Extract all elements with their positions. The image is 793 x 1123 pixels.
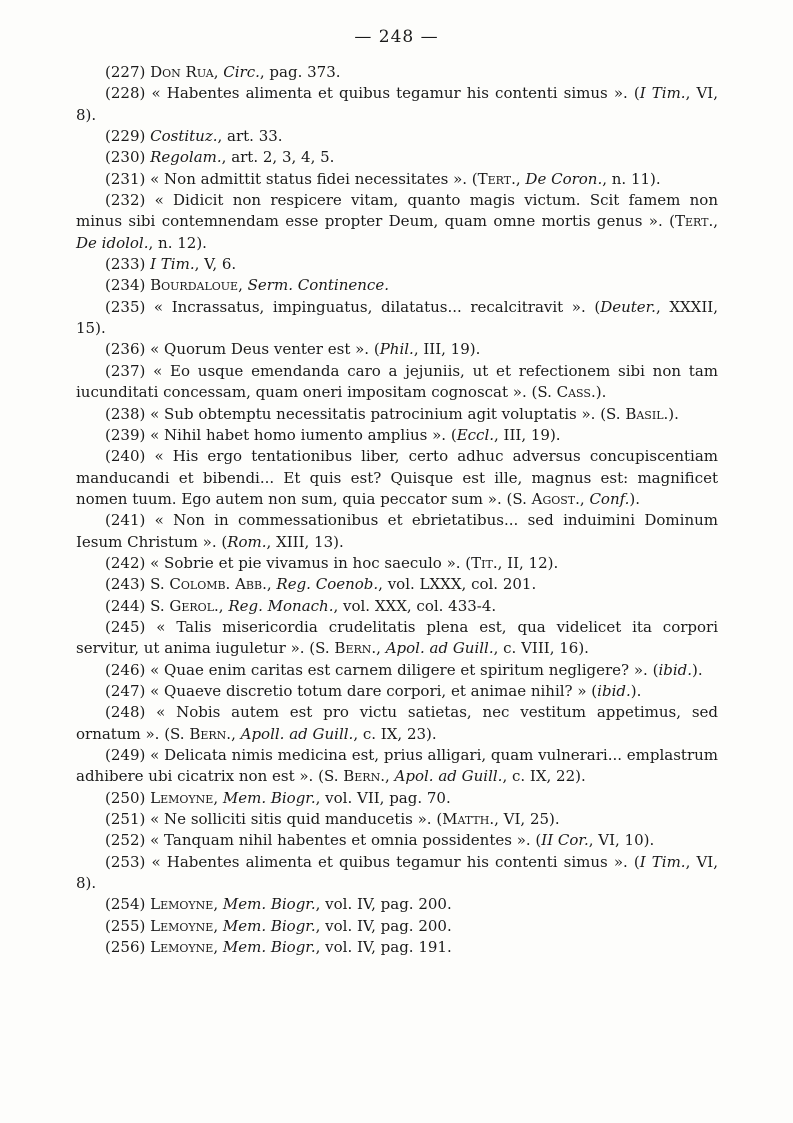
footnote-text: , vol. IV, pag. 200. (315, 916, 452, 935)
citation-title: Mem. Biogr. (222, 916, 316, 935)
footnote-text: (243) S. (105, 575, 170, 594)
citation-title: Mem. Biogr. (222, 938, 316, 957)
footnote-entry (76, 404, 718, 425)
footnote-entry (76, 574, 718, 595)
citation-title: De Coron. (525, 169, 603, 188)
citation-title: Mem. Biogr. (222, 788, 316, 807)
author-name: Colomb. Abb. (169, 575, 267, 594)
footnote-text: (238) « Sub obtemptu necessitatis patrocinium agit voluptatis ». (S. (105, 404, 626, 423)
citation-title: Regolam. (150, 148, 222, 167)
citation-title: Phil. (379, 340, 414, 359)
footnote-entry (76, 361, 718, 404)
footnote-text: , vol. LXXX, col. 201. (378, 575, 537, 594)
citation-title: Reg. Coenob. (276, 575, 379, 594)
footnote-entry (76, 62, 718, 83)
footnote-text: , (213, 916, 223, 935)
author-name: Bourdaloue (150, 276, 239, 295)
footnote-text: , (515, 169, 526, 188)
footnote-text: , vol. XXX, col. 433-4. (333, 596, 497, 615)
footnote-entry (76, 660, 718, 681)
footnote-entry (76, 596, 718, 617)
footnote-text: , (213, 895, 223, 914)
author-name: Don Rua (150, 63, 214, 81)
footnote-entry (76, 190, 718, 254)
footnote-text: , art. 2, 3, 4, 5. (221, 148, 335, 167)
footnote-entry (76, 254, 718, 275)
citation-title: De idolol. (76, 233, 149, 252)
footnote-text: (237) « Eo usque emendanda caro a jejuniis, ut et refectionem sibi non tam iucunditati concessam, quam oneri impositam cognoscat ». (S. (76, 361, 718, 402)
footnote-text: (240) « His ergo tentationibus liber, certo adhuc adversus concupiscentiam manducandi et bibendi... Et quis est? Quisque est ille, magnus est: magnificet nomen tuum. Ego autem non sum, quia peccator sum ». (S. (76, 447, 718, 508)
footnote-text: , c. IX, 23). (353, 724, 437, 743)
footnote-text: , art. 33. (217, 127, 283, 146)
footnote-entry (76, 702, 718, 745)
footnote-text: (234) (105, 276, 151, 295)
footnote-entry (76, 916, 718, 937)
footnote-entry (76, 937, 718, 958)
footnote-text: , c. IX, 22). (502, 767, 586, 786)
footnote-entry (76, 788, 718, 809)
footnote-text: , (218, 596, 229, 615)
footnote-text: , (213, 788, 223, 807)
footnote-text: (228) « Habentes alimenta et quibus tegamur his contenti simus ». ( (105, 84, 640, 103)
footnote-text: (239) « Nihil habet homo iumento amplius ». ( (105, 425, 457, 444)
footnote-text: (244) S. (105, 596, 170, 615)
footnote-text: (230) (105, 148, 151, 167)
footnote-text: , VI, 10). (588, 831, 655, 850)
footnote-text: , XIII, 13). (266, 532, 344, 551)
footnote-text: , n. 12). (148, 233, 207, 252)
citation-title: II Cor. (541, 831, 589, 850)
author-name: Gerol. (169, 596, 219, 615)
footnote-text: , (231, 724, 241, 743)
footnote-text: , vol. IV, pag. 200. (315, 895, 452, 914)
footnote-text: (252) « Tanquam nihil habentes et omnia possidentes ». ( (105, 831, 542, 850)
citation-title: I Tim. (639, 84, 686, 103)
footnote-text: (250) (105, 788, 151, 807)
citation-title: Apol. ad Guill. (385, 639, 494, 658)
footnote-text: (232) « Didicit non respicere vitam, quanto magis victum. Scit famem non minus sibi contemnendam esse propter Deum, quam omne mortis genus ». ( (76, 191, 718, 231)
footnote-entry (76, 809, 718, 830)
footnote-text: (227) (105, 63, 151, 81)
footnote-text: , VI, 25). (494, 810, 560, 829)
footnote-text: ). (629, 489, 641, 508)
footnote-entry (76, 297, 718, 340)
footnote-text: , XXXII, 15). (76, 297, 718, 338)
author-name: Lemoyne (150, 788, 214, 807)
footnote-entry (76, 169, 718, 190)
footnote-text: (256) (105, 938, 151, 957)
citation-title: Serm. Continence. (247, 276, 389, 295)
citation-title: ibid. (658, 660, 693, 679)
footnote-text: , V, 6. (194, 255, 237, 274)
author-name: Agost. (531, 489, 580, 508)
footnote-text: , n. 11). (602, 169, 661, 188)
footnote-text: ). (595, 383, 607, 402)
footnote-entry (76, 126, 718, 147)
footnote-text: , II, 12). (497, 553, 559, 572)
author-name: Lemoyne (150, 916, 214, 935)
footnote-text: (249) « Delicata nimis medicina est, prius alligari, quam vulnerari... emplastrum adhibere ubi cicatrix non est ». (S. (76, 746, 718, 786)
footnote-text: , vol. IV, pag. 191. (315, 938, 452, 957)
footnote-text: , VI, 8). (76, 852, 718, 893)
footnote-entry (76, 681, 718, 702)
author-name: Lemoyne (150, 895, 214, 914)
footnote-text: , (238, 276, 248, 295)
footnote-text: (254) (105, 895, 151, 914)
citation-title: Rom. (227, 532, 267, 551)
footnote-text: , (713, 212, 718, 231)
footnote-text: ). (630, 681, 642, 700)
footnote-text: , vol. VII, pag. 70. (315, 788, 451, 807)
footnote-entry (76, 339, 718, 360)
author-name: Bern. (334, 639, 377, 658)
author-name: Cass. (556, 383, 596, 402)
footnote-text: (231) « Non admittit status fidei necessitates ». ( (105, 169, 478, 188)
footnote-text: (236) « Quorum Deus venter est ». ( (105, 340, 380, 359)
footnote-text: , (579, 489, 590, 508)
footnote-text: , III, 19). (494, 425, 561, 444)
citation-title: Circ. (223, 63, 260, 81)
footnote-text: (241) « Non in commessationibus et ebrietatibus... sed induimini Dominum Iesum Christum ». ( (76, 511, 718, 551)
footnote-text: (247) « Quaeve discretio totum dare corpori, et animae nihil? » ( (105, 681, 598, 700)
footnote-text: (255) (105, 916, 151, 935)
footnote-text: , VI, 8). (76, 84, 718, 124)
author-name: Bern. (189, 724, 232, 743)
citation-title: Mem. Biogr. (222, 895, 316, 914)
author-name: Matth. (442, 810, 495, 829)
footnote-entry (76, 852, 718, 895)
citation-title: Costituz. (150, 127, 218, 146)
footnote-text: , (384, 767, 395, 786)
footnote-text: , (213, 938, 223, 957)
author-name: Lemoyne (150, 938, 214, 957)
footnote-text: (253) « Habentes alimenta et quibus tegamur his contenti simus ». ( (105, 852, 640, 871)
page-number: — 248 — (354, 27, 439, 47)
footnote-entry (76, 510, 718, 553)
footnote-entry (76, 147, 718, 168)
footnote-text: (246) « Quae enim caritas est carnem diligere et spiritum negligere? ». ( (105, 660, 659, 679)
citation-title: I Tim. (150, 255, 195, 274)
footnote-entry (76, 83, 718, 126)
footnote-entry (76, 275, 718, 296)
footnote-text: ). (668, 404, 679, 423)
citation-title: ibid. (597, 681, 631, 700)
footnote-entry (76, 425, 718, 446)
citation-title: Apol. ad Guill. (394, 767, 503, 786)
footnote-text: (229) (105, 127, 151, 146)
footnote-text: (242) « Sobrie et pie vivamus in hoc saeculo ». ( (105, 553, 472, 572)
author-name: Tert. (674, 212, 714, 231)
citation-title: Apoll. ad Guill. (240, 724, 354, 743)
author-name: Basil. (625, 404, 669, 423)
author-name: Tert. (477, 169, 516, 188)
footnote-text: , pag. 373. (259, 63, 341, 81)
footnote-text: , (266, 575, 277, 594)
citation-title: Deuter. (600, 297, 656, 316)
footnote-text: (248) « Nobis autem est pro victu satietas, nec vestitum appetimus, sed ornatum ». (S. (76, 703, 718, 743)
footnote-text: , III, 19). (413, 340, 481, 359)
footnote-text: (235) « Incrassatus, impinguatus, dilatatus... recalcitravit ». ( (105, 297, 601, 316)
footnote-entry (76, 553, 718, 574)
citation-title: Conf. (589, 489, 630, 508)
footnote-text: , c. VIII, 16). (493, 639, 589, 658)
footnote-text: ). (692, 660, 703, 679)
footnote-text: (251) « Ne solliciti sitis quid manducetis ». ( (105, 810, 443, 829)
footnote-entry (76, 830, 718, 851)
footnote-entry (76, 446, 718, 510)
footnote-entry (76, 617, 718, 660)
footnote-entry (76, 894, 718, 915)
footnote-text: , (376, 639, 386, 658)
author-name: Bern. (343, 767, 385, 786)
footnotes-list (76, 62, 718, 958)
footnote-text: , (213, 63, 224, 81)
footnote-entry (76, 745, 718, 788)
citation-title: Eccl. (456, 425, 495, 444)
author-name: Tit. (471, 553, 498, 572)
footnote-text: (233) (105, 255, 151, 274)
citation-title: I Tim. (639, 852, 686, 871)
citation-title: Reg. Monach. (228, 596, 334, 615)
footnote-text: (245) « Talis misericordia crudelitatis plena est, qua videlicet ita corpori servitur, ut anima iuguletur ». (S. (76, 617, 718, 658)
